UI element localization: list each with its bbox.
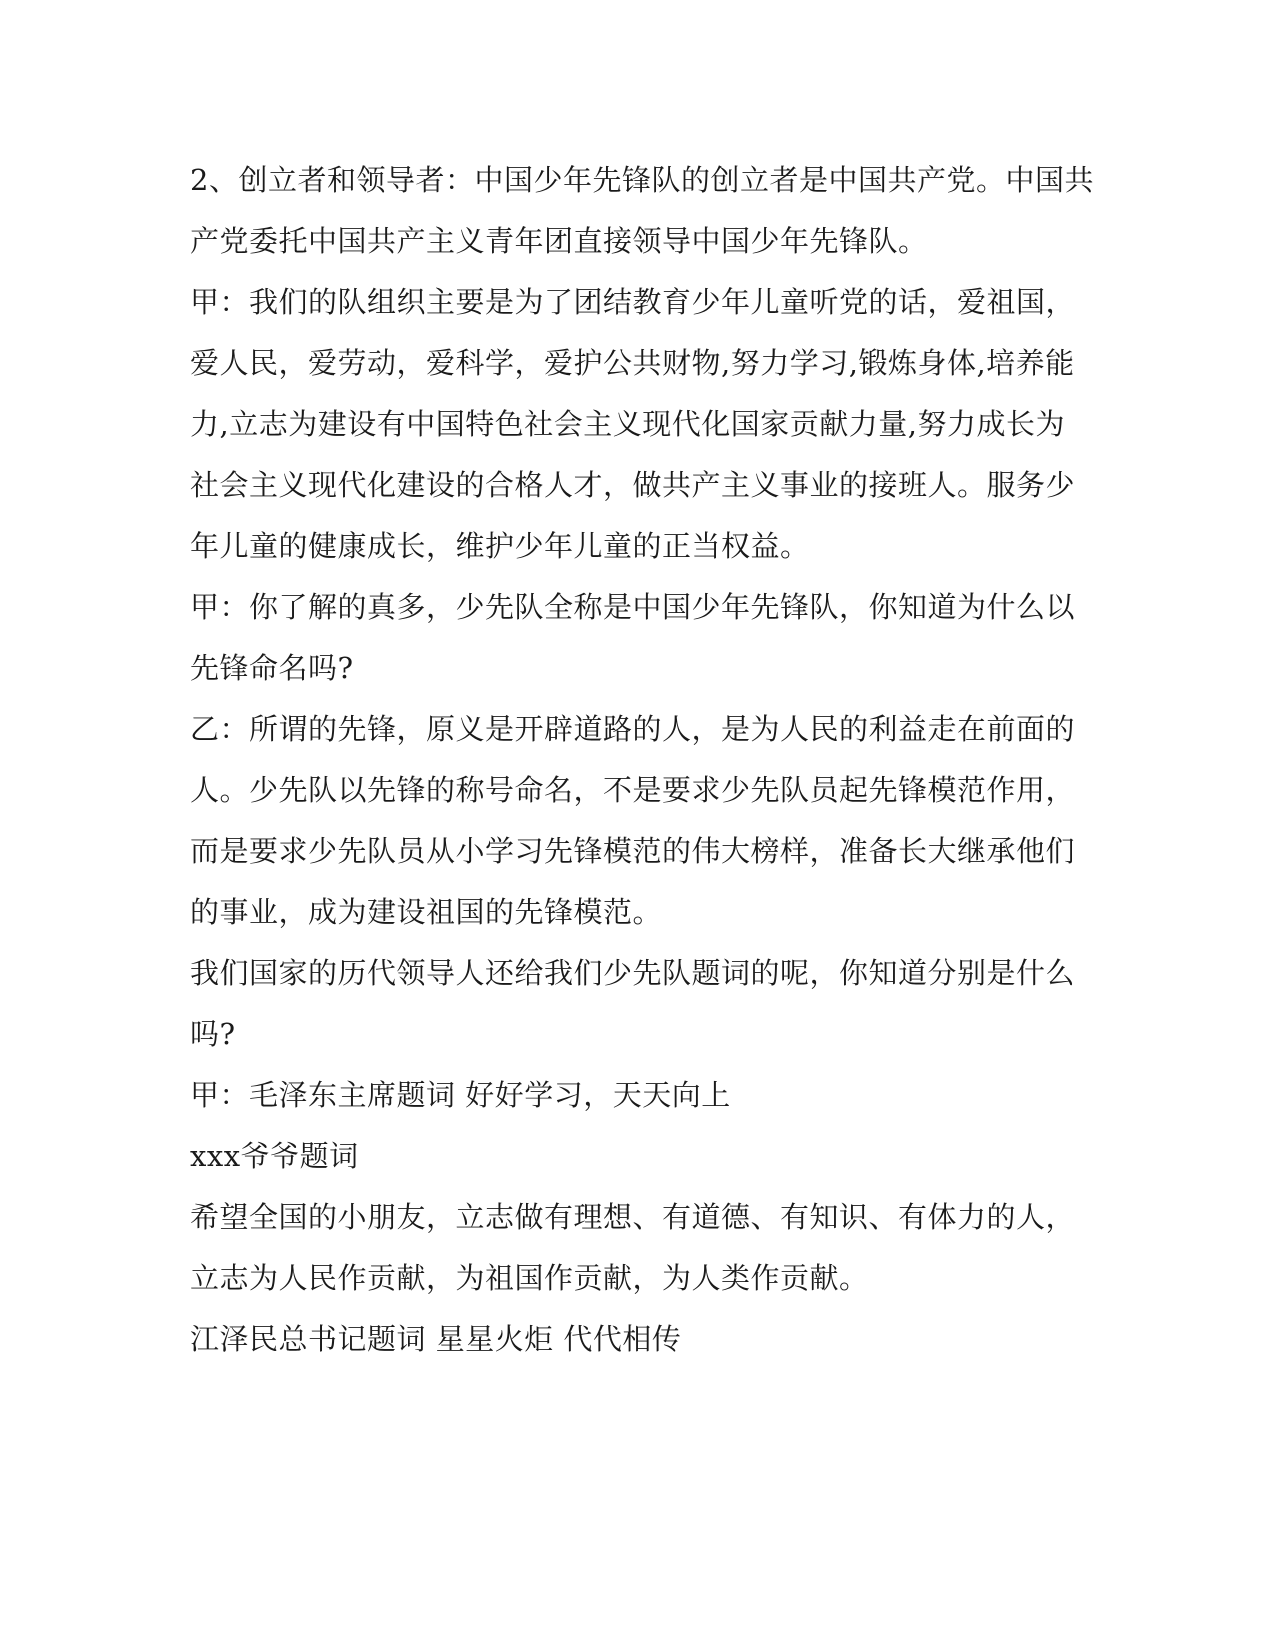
text-line: 吗? [190, 1017, 236, 1051]
text-line: 的事业，成为建设祖国的先锋模范。 [190, 895, 663, 929]
text-line: 甲：我们的队组织主要是为了团结教育少年儿童听党的话，爱祖国， [190, 285, 1076, 319]
text-line: 先锋命名吗? [190, 651, 354, 685]
text-line: 甲：毛泽东主席题词 好好学习，天天向上 [190, 1078, 731, 1112]
text-line: 人。少先队以先锋的称号命名，不是要求少先队员起先锋模范作用， [190, 773, 1076, 807]
text-line: 我们国家的历代领导人还给我们少先队题词的呢，你知道分别是什么 [190, 956, 1076, 990]
text-line: 甲：你了解的真多，少先队全称是中国少年先锋队，你知道为什么以 [190, 590, 1076, 624]
text-line: 年儿童的健康成长，维护少年儿童的正当权益。 [190, 529, 810, 563]
text-line: 江泽民总书记题词 星星火炬 代代相传 [190, 1322, 682, 1356]
text-line: 产党委托中国共产主义青年团直接领导中国少年先锋队。 [190, 224, 928, 258]
text-line: 乙：所谓的先锋，原义是开辟道路的人，是为人民的利益走在前面的 [190, 712, 1076, 746]
text-line: 爱人民，爱劳动，爱科学，爱护公共财物,努力学习,锻炼身体,培养能 [190, 346, 1075, 380]
text-line: 社会主义现代化建设的合格人才，做共产主义事业的接班人。服务少 [190, 468, 1076, 502]
text-line: 立志为人民作贡献，为祖国作贡献，为人类作贡献。 [190, 1261, 869, 1295]
text-line: 2、创立者和领导者：中国少年先锋队的创立者是中国共产党。中国共 [190, 163, 1094, 197]
text-line: 希望全国的小朋友，立志做有理想、有道德、有知识、有体力的人， [190, 1200, 1076, 1234]
text-line: xxx爷爷题词 [190, 1139, 359, 1173]
text-line: 而是要求少先队员从小学习先锋模范的伟大榜样，准备长大继承他们 [190, 834, 1076, 868]
text-line: 力,立志为建设有中国特色社会主义现代化国家贡献力量,努力成长为 [190, 407, 1065, 441]
